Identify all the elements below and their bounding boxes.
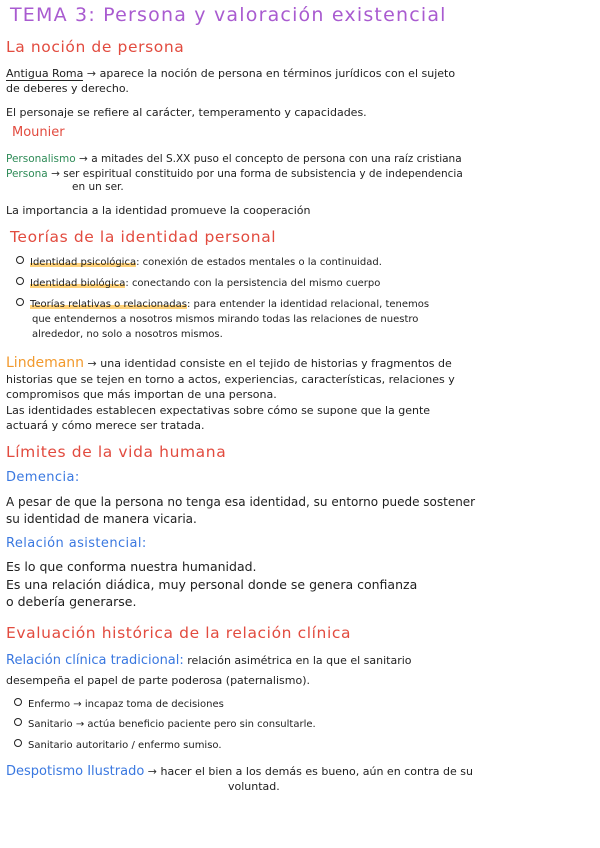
list-item (16, 277, 380, 291)
relacion-line-1: Es lo que conforma nuestra humanidad. (6, 559, 257, 574)
item-text: : conectando con la persistencia del mismo cuerpo (125, 278, 381, 289)
despotismo-text: hacer el bien a los demás es bueno, aún en contra de su (160, 765, 473, 778)
lindemann-line-2: historias que se tejen en torno a actos, experiencias, características, relaciones y (6, 373, 455, 386)
persona-line (6, 167, 594, 181)
roma-label: Antigua Roma (6, 67, 84, 80)
roma-line-2: de deberes y derecho. (6, 82, 129, 95)
item-text: Sanitario → actúa beneficio paciente pero sin consultarle. (28, 719, 316, 730)
item-text: Enfermo → incapaz toma de decisiones (28, 699, 224, 710)
despotismo-line-2: voluntad. (228, 780, 280, 793)
list-item (14, 718, 316, 732)
list-item (14, 739, 222, 753)
relacion-line-2: Es una relación diádica, muy personal donde se genera confianza (6, 577, 418, 592)
roma-line (6, 67, 594, 81)
arrow-icon: → (79, 153, 88, 165)
heading-nocion-persona: La noción de persona (6, 38, 185, 56)
personalismo-label: Personalismo (6, 153, 76, 165)
list-item (16, 298, 429, 312)
demencia-line-1: A pesar de que la persona no tenga esa identidad, su entorno puede sostener (6, 495, 476, 509)
relacion-heading: Relación asistencial: (6, 536, 147, 551)
arrow-icon: → (51, 168, 60, 180)
tradicional-line-2: desempeña el papel de parte poderosa (paternalismo). (6, 674, 310, 687)
tradicional-text: relación asimétrica en la que el sanitario (187, 654, 412, 667)
personaje-line: El personaje se refiere al carácter, temperamento y capacidades. (6, 106, 367, 119)
demencia-heading: Demencia: (6, 470, 80, 485)
lindemann-line-4: Las identidades establecen expectativas sobre cómo se supone que la gente (6, 404, 431, 417)
demencia-line-2: su identidad de manera vicaria. (6, 512, 197, 526)
persona-label: Persona (6, 168, 48, 180)
bullet-icon (16, 256, 24, 264)
item-text: Sanitario autoritario / enfermo sumiso. (28, 740, 222, 751)
item-label: Identidad biológica (30, 278, 126, 289)
despotismo-line (6, 765, 594, 779)
item-text: : conexión de estados mentales o la continuidad. (136, 257, 382, 268)
arrow-icon: → (86, 67, 97, 80)
despotismo-label: Despotismo Ilustrado (6, 764, 145, 779)
heading-limites: Límites de la vida humana (6, 443, 227, 461)
bullet-icon (14, 739, 22, 747)
tradicional-line (6, 654, 594, 668)
list-item-continuation: que entendernos a nosotros mismos mirando todas las relaciones de nuestro (32, 314, 419, 325)
lindemann-line-5: actuará y cómo merece ser tratada. (6, 419, 205, 432)
item-label: Identidad psicológica (30, 257, 137, 268)
relacion-line-3: o debería generarse. (6, 594, 137, 609)
heading-evaluacion: Evaluación histórica de la relación clínica (6, 624, 352, 642)
lindemann-line-3: compromisos que más importan de una persona. (6, 388, 277, 401)
item-text: : para entender la identidad relacional, tenemos (186, 299, 430, 310)
mounier-heading: Mounier (12, 125, 65, 140)
persona-line-2: en un ser. (72, 181, 124, 193)
bullet-icon (16, 277, 24, 285)
roma-text: aparece la noción de persona en términos jurídicos con el sujeto (99, 67, 456, 80)
lindemann-label: Lindemann (6, 355, 85, 371)
arrow-icon: → (147, 765, 158, 778)
lindemann-line (6, 356, 594, 371)
arrow-icon: → (87, 357, 97, 370)
tradicional-label: Relación clínica tradicional: (6, 653, 184, 668)
list-item (14, 698, 224, 712)
lindemann-text: una identidad consiste en el tejido de historias y fragmentos de (100, 357, 452, 370)
page-title: TEMA 3: Persona y valoración existencial (10, 4, 447, 26)
personalismo-line (6, 152, 594, 166)
personalismo-text: a mitades del S.XX puso el concepto de persona con una raíz cristiana (91, 153, 462, 165)
persona-text: ser espiritual constituido por una forma de subsistencia y de independencia (63, 168, 463, 180)
bullet-icon (14, 698, 22, 706)
list-item (16, 256, 382, 270)
importancia-line: La importancia a la identidad promueve la cooperación (6, 204, 311, 217)
bullet-icon (14, 718, 22, 726)
bullet-icon (16, 298, 24, 306)
list-item-continuation: alrededor, no solo a nosotros mismos. (32, 329, 223, 340)
item-label: Teorías relativas o relacionadas (30, 299, 187, 310)
heading-teorias: Teorías de la identidad personal (10, 228, 277, 246)
